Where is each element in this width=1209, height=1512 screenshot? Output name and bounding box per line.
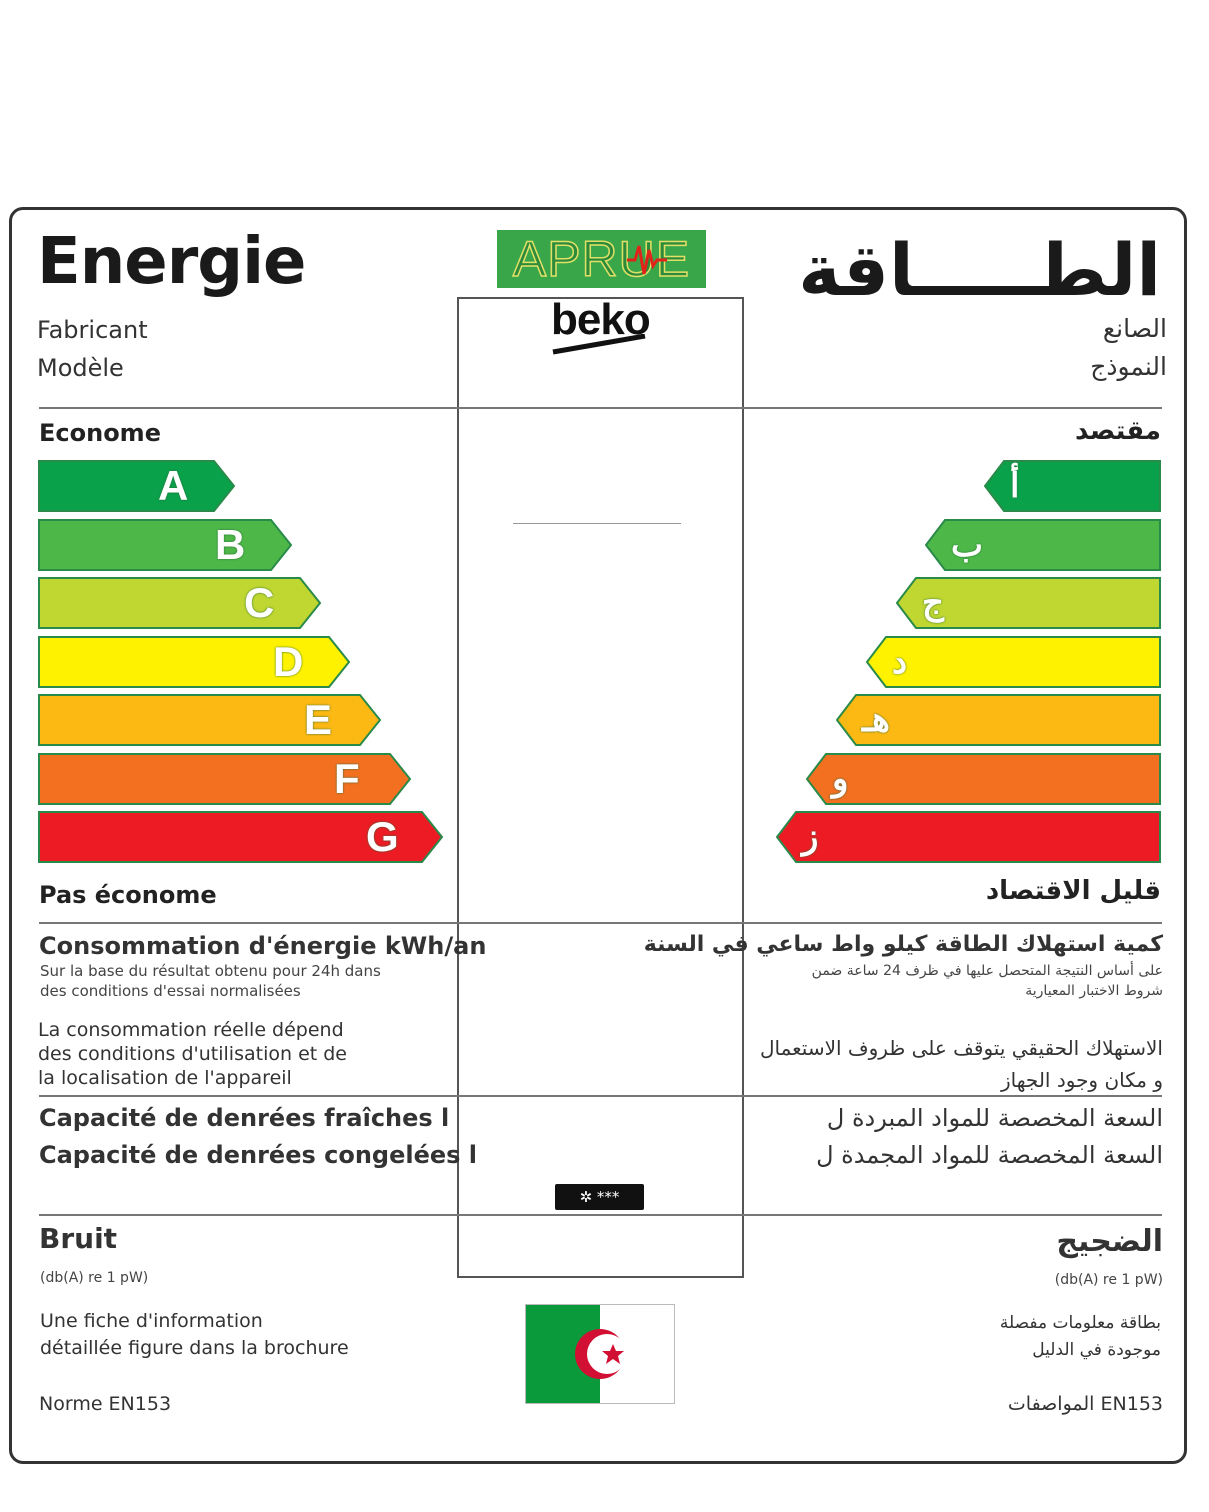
- class-arrow-fr-b: [38, 519, 293, 571]
- class-letter-fr-b: B: [215, 521, 246, 568]
- column-divider: [513, 523, 681, 524]
- noise-unit-ar: (db(A) re 1 pW): [1054, 1272, 1163, 1288]
- class-arrow-ar-4: [866, 636, 1162, 688]
- efficient-label-ar: مقتصد: [1074, 416, 1161, 446]
- title-ar: الطـــــاقة: [798, 228, 1161, 312]
- algeria-flag: [525, 1304, 675, 1404]
- manufacturer-label-fr: Fabricant: [37, 316, 148, 344]
- freezer-star-rating: [555, 1184, 644, 1210]
- class-letter-ar-6: و: [832, 760, 849, 798]
- class-letter-ar-2: ب: [951, 526, 984, 564]
- info-sheet-note-fr-1: Une fiche d'information: [40, 1310, 263, 1332]
- brand-logo: beko: [551, 295, 650, 344]
- class-arrow-fr-a: [38, 460, 236, 512]
- consumption-basis-ar-1: على أساس النتيجة المتحصل عليها في ظرف 24 ساعة ضمن: [811, 963, 1163, 979]
- consumption-divider: [39, 1095, 1162, 1097]
- model-label-fr: Modèle: [37, 354, 124, 382]
- frozen-capacity-ar: السعة المخصصة للمواد المجمدة ل: [816, 1141, 1163, 1169]
- algeria-flag-graphic: [526, 1305, 674, 1403]
- consumption-basis-fr-1: Sur la base du résultat obtenu pour 24h dans: [40, 962, 381, 980]
- class-letter-ar-3: ج: [922, 584, 944, 622]
- class-letter-fr-c: C: [244, 579, 275, 626]
- info-sheet-note-ar: [1000, 1310, 1161, 1364]
- info-sheet-note-fr-2: détaillée figure dans la brochure: [40, 1337, 349, 1359]
- info-sheet-note-ar-2: موجودة في الدليل: [1032, 1340, 1161, 1360]
- aprue-logo-text: APRUE: [512, 231, 691, 287]
- class-letter-ar-7: ز: [802, 818, 819, 856]
- class-letter-fr-g: G: [366, 813, 399, 860]
- real-consumption-fr-2: des conditions d'utilisation et de: [38, 1043, 347, 1065]
- inefficient-label-fr: Pas économe: [39, 881, 217, 909]
- class-letter-ar-1: أ: [1010, 467, 1020, 505]
- class-arrow-fr-d: [38, 636, 351, 688]
- info-sheet-note-fr: [40, 1308, 349, 1362]
- scale-divider: [39, 922, 1162, 924]
- real-consumption-fr-1: La consommation réelle dépend: [38, 1019, 344, 1041]
- class-letter-fr-a: A: [158, 462, 189, 509]
- brand-swoosh-icon: [551, 334, 647, 356]
- norm-ar: المواصفات EN153: [1007, 1393, 1163, 1415]
- norm-fr: Norme EN153: [39, 1393, 172, 1415]
- noise-title-ar: الضجيج: [1056, 1224, 1163, 1259]
- noise-title-fr: Bruit: [39, 1222, 118, 1255]
- capacity-divider: [39, 1214, 1162, 1216]
- info-sheet-note-ar-1: بطاقة معلومات مفصلة: [999, 1313, 1161, 1333]
- class-letter-fr-d: D: [273, 638, 304, 685]
- fresh-capacity-fr: Capacité de denrées fraîches l: [39, 1104, 450, 1132]
- consumption-basis-fr-2: des conditions d'essai normalisées: [40, 982, 301, 1000]
- class-arrow-fr-c: [38, 577, 322, 629]
- class-letter-ar-4: د: [892, 643, 908, 681]
- fresh-capacity-ar: السعة المخصصة للمواد المبردة ل: [826, 1104, 1163, 1132]
- class-letter-fr-e: E: [304, 696, 333, 743]
- efficient-label-fr: Econome: [39, 419, 161, 447]
- title-fr: Energie: [37, 225, 306, 299]
- real-consumption-ar-2: و مكان وجود الجهاز: [1000, 1068, 1163, 1092]
- column-gap: [459, 428, 742, 524]
- noise-unit-fr: (db(A) re 1 pW): [40, 1270, 149, 1286]
- class-letter-ar-5: هـ: [862, 701, 890, 739]
- header-divider: [39, 407, 1162, 409]
- consumption-basis-ar-2: شروط الاختبار المعيارية: [1025, 983, 1163, 999]
- consumption-title-ar: كمية استهلاك الطاقة كيلو واط ساعي في السنة: [643, 932, 1163, 957]
- pulse-icon: [627, 240, 667, 278]
- manufacturer-label-ar: الصانع: [1102, 314, 1167, 343]
- model-label-ar: النموذج: [1090, 352, 1167, 381]
- class-letter-fr-f: F: [334, 755, 360, 802]
- freezer-star-rating-text: ✲ ***: [579, 1188, 620, 1206]
- real-consumption-fr-3: la localisation de l'appareil: [38, 1067, 292, 1089]
- aprue-logo: [497, 230, 706, 288]
- frozen-capacity-fr: Capacité de denrées congelées l: [39, 1141, 478, 1169]
- real-consumption-ar-1: الاستهلاك الحقيقي يتوقف على ظروف الاستعمال: [759, 1036, 1163, 1060]
- class-arrow-ar-6: [806, 753, 1162, 805]
- class-arrow-ar-7: [776, 811, 1162, 863]
- inefficient-label-ar: قليل الاقتصاد: [985, 876, 1161, 906]
- consumption-title-fr: Consommation d'énergie kWh/an: [39, 932, 487, 960]
